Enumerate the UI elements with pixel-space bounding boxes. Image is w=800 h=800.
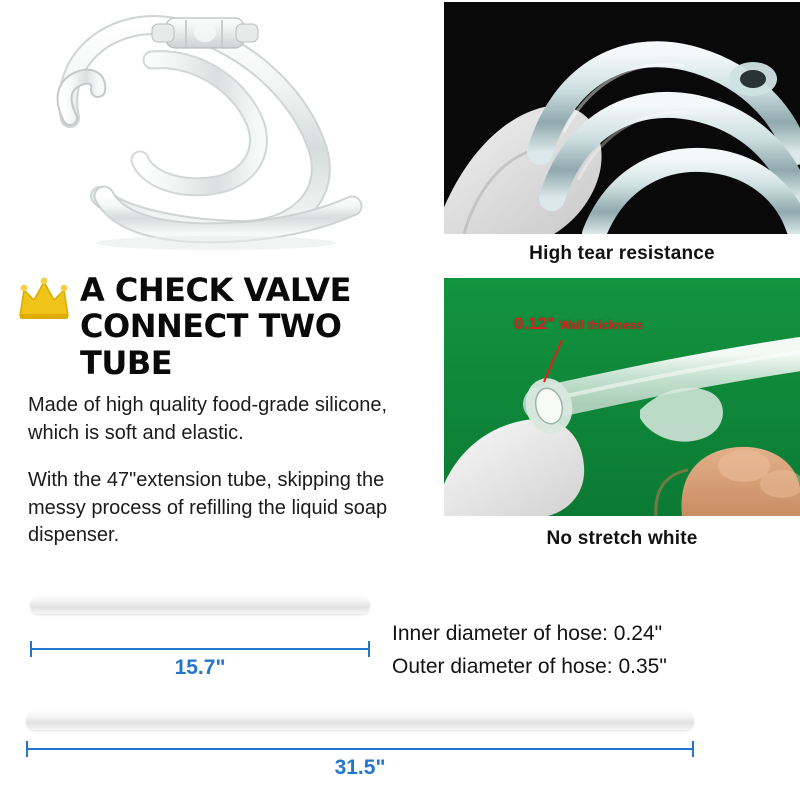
wall-thickness-annotation [514, 314, 643, 334]
long-tube-graphic [26, 712, 694, 730]
tear-resistance-illustration [444, 2, 800, 234]
wall-thickness-value: 0.12" [514, 314, 556, 333]
long-tube-dimension-label: 31.5" [334, 756, 386, 779]
spec-outer-diameter: Outer diameter of hose: 0.35" [392, 654, 667, 678]
tube-cross-section [729, 62, 777, 96]
coiled-tube-illustration [0, 0, 434, 258]
wall-thickness-unit: Wall thickness [559, 318, 643, 332]
headline-line-1: A CHECK VALVE [80, 271, 351, 309]
body-copy [28, 392, 428, 550]
check-valve-part [152, 18, 258, 48]
tear-resistance-caption: High tear resistance [529, 243, 715, 264]
body-paragraph-1: Made of high quality food-grade silicone, which is soft and elastic. [28, 394, 388, 444]
short-tube-graphic [30, 596, 370, 614]
headline-block [16, 272, 434, 381]
tear-resistance-photo [444, 2, 800, 234]
body-paragraph-2: With the 47"extension tube, skipping the messy process of refilling the liquid soap dispenser. [28, 469, 388, 547]
no-stretch-photo [444, 278, 800, 516]
no-stretch-caption: No stretch white [546, 528, 698, 549]
short-tube-dimension-label: 15.7" [174, 656, 226, 679]
headline-line-2: CONNECT TWO TUBE [80, 307, 342, 382]
hose-specs [392, 618, 792, 683]
crown-icon [16, 276, 72, 320]
hero-product-photo [0, 0, 434, 258]
spec-inner-diameter: Inner diameter of hose: 0.24" [392, 622, 663, 645]
